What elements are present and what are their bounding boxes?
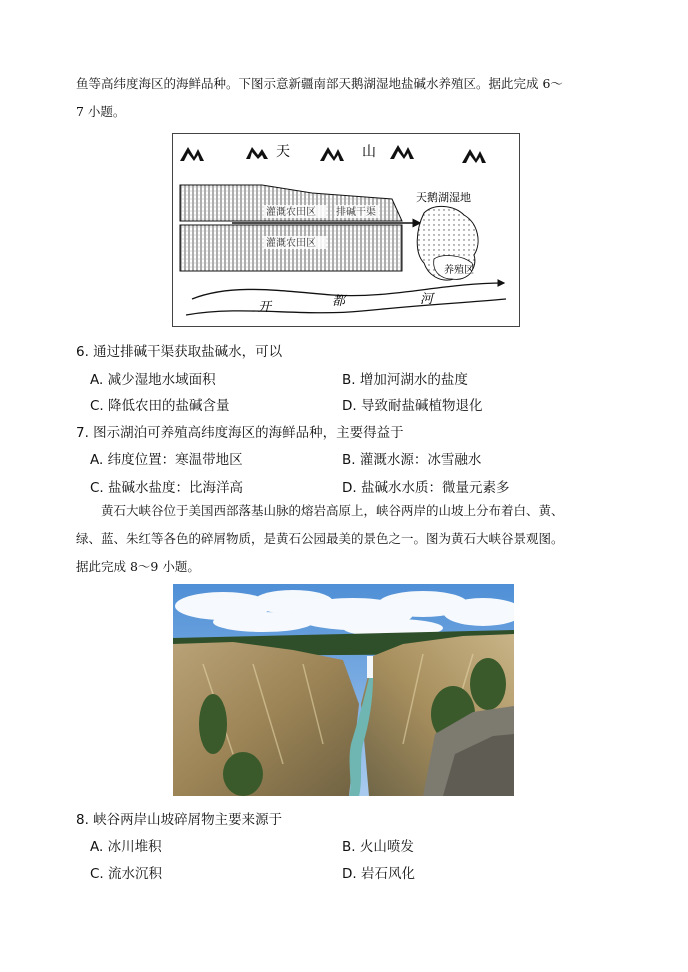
label-canal: 排碱干渠 (336, 207, 376, 218)
question-8-stem: 8. 峡谷两岸山坡碎屑物主要来源于 (76, 812, 283, 828)
q6-option-c[interactable]: C. 降低农田的盐碱含量 (90, 398, 230, 414)
q6-option-b[interactable]: B. 增加河湖水的盐度 (342, 372, 468, 388)
waterfall (367, 656, 373, 678)
map-label-tian: 天 (276, 144, 290, 160)
label-river-he: 河 (420, 292, 434, 307)
q8-option-b[interactable]: B. 火山喷发 (342, 839, 414, 855)
q8-option-d[interactable]: D. 岩石风化 (342, 866, 415, 882)
intro-paragraph-2 (76, 497, 624, 581)
intro-line: 绿、蓝、朱红等各色的碎屑物质，是黄石公园最美的景色之一。图为黄石大峡谷景观图。 (76, 531, 564, 546)
intro-line: 鱼等高纬度海区的海鲜品种。下图示意新疆南部天鹅湖湿地盐碱水养殖区。据此完成 6～ (76, 76, 563, 91)
tianehu-wetland-map (172, 133, 520, 327)
q7-option-a[interactable]: A. 纬度位置：寒温带地区 (90, 452, 243, 468)
map-label-shan: 山 (362, 144, 376, 160)
label-river-du: 都 (332, 294, 346, 309)
label-farm-lower: 灌溉农田区 (266, 238, 316, 249)
label-wetland: 天鹅湖湿地 (416, 191, 471, 204)
q7-option-c[interactable]: C. 盐碱水盐度：比海洋高 (90, 480, 244, 496)
intro-line: 据此完成 8～9 小题。 (76, 559, 200, 574)
q7-option-d[interactable]: D. 盐碱水水质：微量元素多 (342, 480, 510, 496)
label-river-kai: 开 (258, 300, 272, 315)
yellowstone-canyon-photo (173, 584, 514, 796)
question-7-stem: 7. 图示湖泊可养殖高纬度海区的海鲜品种，主要得益于 (76, 425, 404, 441)
q8-option-a[interactable]: A. 冰川堆积 (90, 839, 162, 855)
q7-option-b[interactable]: B. 灌溉水源：冰雪融水 (342, 452, 482, 468)
intro-line: 黄石大峡谷位于美国西部落基山脉的熔岩高原上，峡谷两岸的山坡上分布着白、黄、 (101, 503, 564, 518)
label-aquaculture: 养殖区 (444, 265, 474, 276)
intro-paragraph-1 (76, 70, 616, 126)
q8-option-c[interactable]: C. 流水沉积 (90, 866, 163, 882)
question-6-stem: 6. 通过排碱干渠获取盐碱水，可以 (76, 344, 283, 360)
intro-line: 7 小题。 (76, 104, 126, 119)
label-farm-upper: 灌溉农田区 (266, 207, 316, 218)
q6-option-d[interactable]: D. 导致耐盐碱植物退化 (342, 398, 483, 414)
q6-option-a[interactable]: A. 减少湿地水域面积 (90, 372, 216, 388)
